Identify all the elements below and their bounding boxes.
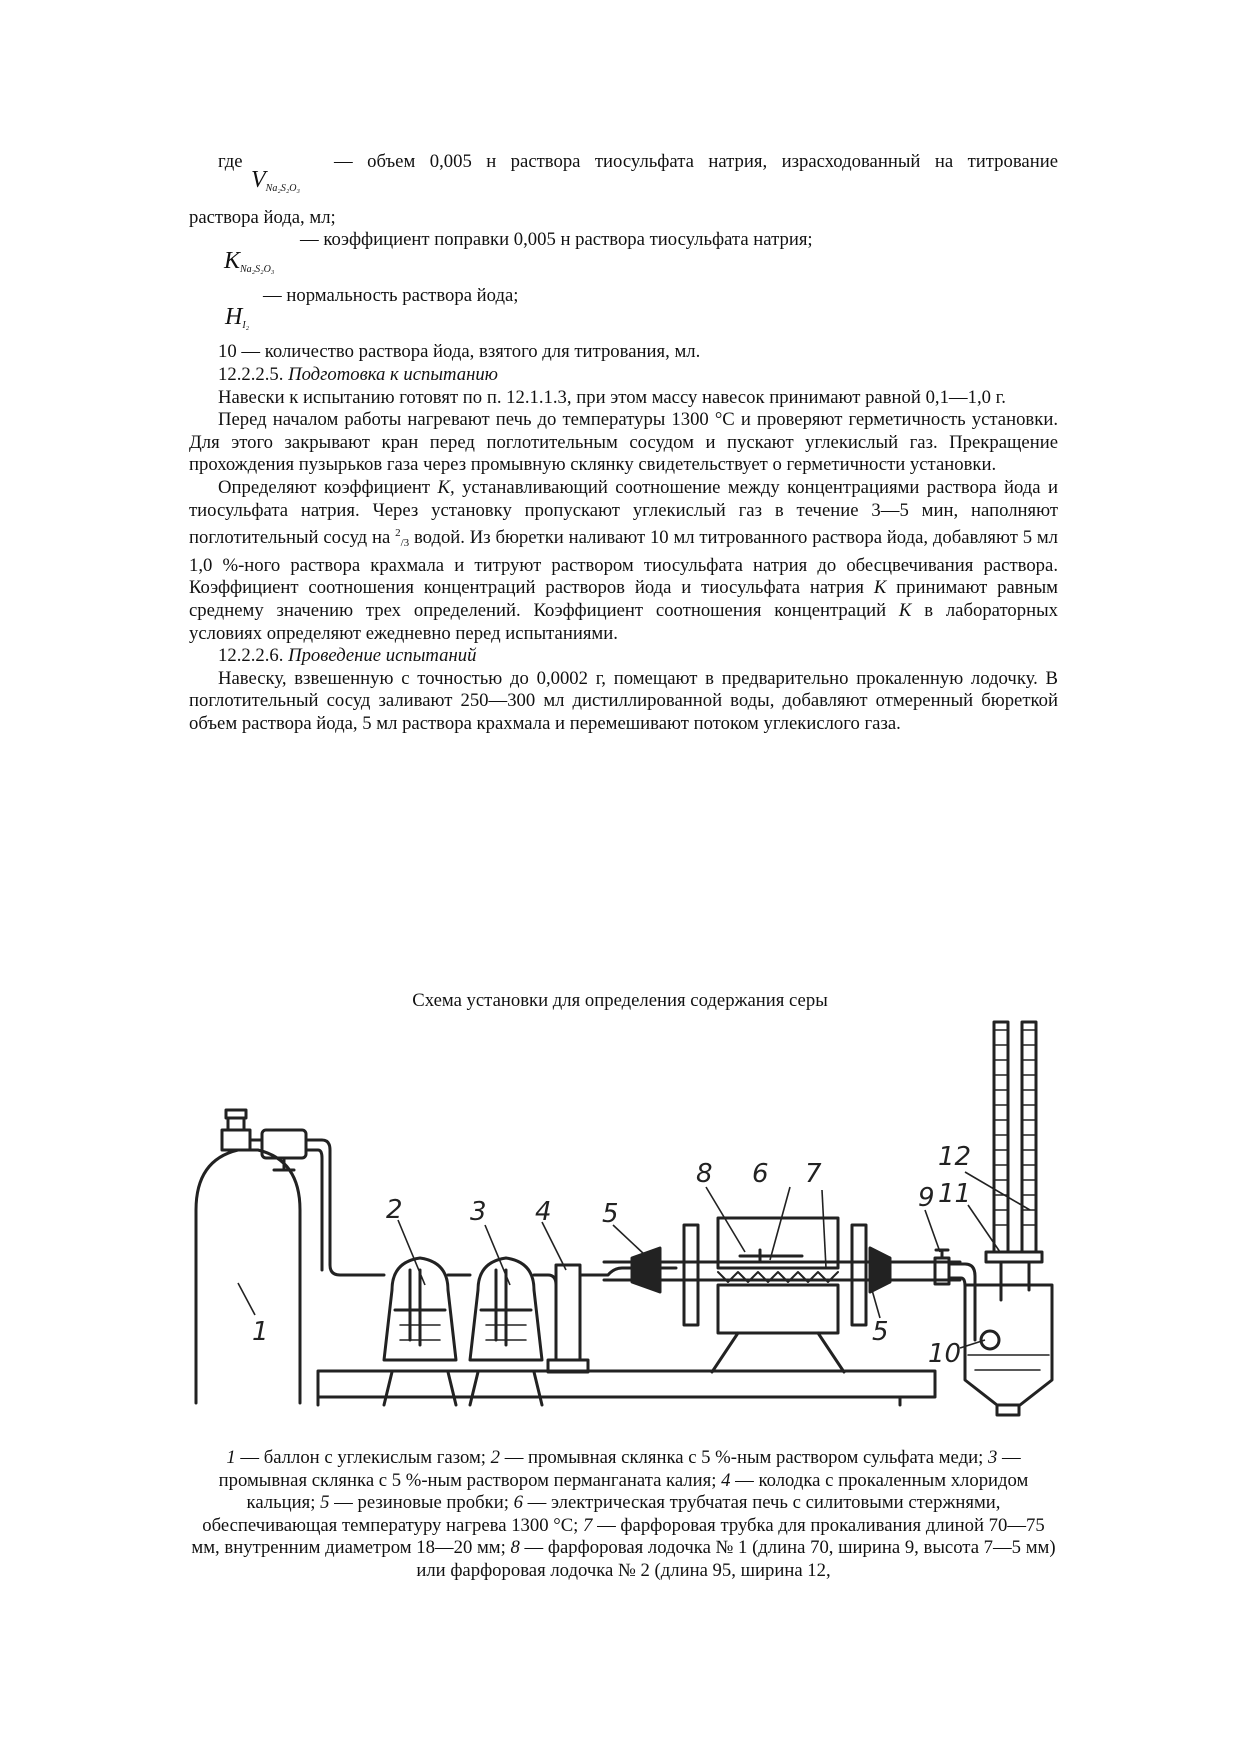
- legend-text: — промывная склянка с 5 %-ным раствором перманганата калия;: [218, 1447, 1021, 1491]
- figure-title: Схема установки для определения содержания серы: [412, 990, 828, 1011]
- legend-number: 5: [320, 1492, 330, 1514]
- section-heading-2: 12.2.2.6. Проведение испытаний: [218, 645, 477, 667]
- legend-number: 7: [583, 1514, 593, 1536]
- label-5a: 5: [602, 1199, 619, 1229]
- absorption-vessel: [965, 1285, 1052, 1405]
- legend-number: 8: [510, 1537, 520, 1559]
- definition-v-text: — объем 0,005 н раствора тиосульфата натрия, израсходованный на титрование: [334, 151, 1058, 172]
- label-1: 1: [252, 1317, 269, 1347]
- label-12: 12: [938, 1142, 972, 1172]
- legend-number: 2: [490, 1447, 501, 1468]
- legend-text: — резиновые пробки;: [329, 1492, 514, 1514]
- label-11: 11: [938, 1179, 972, 1209]
- legend-text: — промывная склянка с 5 %-ным раствором сульфата меди;: [500, 1447, 988, 1468]
- legend-number: 6: [513, 1492, 523, 1514]
- legend-number: 4: [721, 1469, 731, 1491]
- label-8: 8: [696, 1159, 713, 1189]
- label-10: 10: [928, 1339, 962, 1369]
- label-9: 9: [918, 1183, 935, 1213]
- symbol-k: $K_{Na_2S_2O_3}$: [224, 248, 275, 275]
- legend-text: — фарфоровая лодочка № 1 (длина 70, ширина 9, высота 7—5 мм) или фарфоровая лодочка № 2 (длина 95, ширина 12,: [416, 1537, 1056, 1581]
- definition-ten: 10 — количество раствора йода, взятого для титрования, мл.: [218, 341, 701, 362]
- legend-number: 3: [987, 1447, 998, 1468]
- legend-number: 1: [226, 1447, 236, 1468]
- furnace-bottom: [718, 1285, 838, 1333]
- furnace-top: [718, 1218, 838, 1268]
- burette-2: [1022, 1022, 1036, 1252]
- section-heading-1: 12.2.2.5. Подготовка к испытанию: [218, 364, 498, 385]
- legend-text: — баллон с углекислым газом;: [235, 1447, 491, 1468]
- legend-text: — колодка с прокаленным хлоридом кальция;: [246, 1469, 1029, 1514]
- label-4: 4: [535, 1197, 552, 1227]
- legend-text: — электрическая трубчатая печь с силитовыми стержнями, обеспечивающая температуру нагрева 1300 °С;: [202, 1492, 1001, 1536]
- burette-1: [994, 1022, 1008, 1252]
- label-2: 2: [386, 1195, 403, 1225]
- wash-bottle-2: [384, 1258, 456, 1360]
- definition-k-text: — коэффициент поправки 0,005 н раствора тиосульфата натрия;: [300, 229, 813, 250]
- paragraph: Навески к испытанию готовят по п. 12.1.1.3, при этом массу навесок принимают равной 0,1—1,0 г.: [218, 386, 1006, 408]
- paragraph: Навеску, взвешенную с точностью до 0,0002 г, помещают в предварительно прокаленную лодочку. В поглотительный сосуд заливают 250—300 мл дистиллированной воды, добавляют отмеренный бюреткой объем раствора йода, 5 мл раствора крахмала и перемешивают потоком углекислого газа.: [189, 667, 1058, 734]
- table-base: [318, 1371, 935, 1397]
- definition-h-text: — нормальность раствора йода;: [263, 285, 519, 306]
- main-text: [189, 364, 1058, 736]
- legend-text: — фарфоровая трубка для прокаливания длиной 70—75 мм, внутренним диаметром 18—20 мм;: [191, 1514, 1045, 1559]
- label-7: 7: [805, 1159, 822, 1189]
- gas-cylinder: [196, 1150, 300, 1403]
- wash-bottle-3: [470, 1258, 542, 1360]
- label-3: 3: [470, 1197, 487, 1227]
- gde-word: где: [218, 151, 243, 172]
- definition-v-cont: раствора йода, мл;: [189, 207, 336, 228]
- paragraph: Определяют коэффициент K, устанавливающий соотношение между концентрациями раствора йода и тиосульфата натрия. Через установку пропускают углекислый газ в течение 3—5 мин, наполняют поглотительный сосуд на $^2$/3 водой. Из бюретки наливают 10 мл титрованного раствора йода, добавляют 5 мл 1,0 %-ного раствора крахмала и титруют раствором тиосульфата натрия до обесцвечивания раствора. Коэффициент соотношения концентраций растворов йода и тиосульфата натрия K принимают равным среднему значению трех определений. Коэффициент соотношения концентраций K в лабораторных условиях определяют ежедневно перед испытаниями.: [189, 476, 1059, 644]
- paragraph: Перед началом работы нагревают печь до температуры 1300 °С и проверяют герметичность установки. Для этого закрывают кран перед поглотительным сосудом и пускают углекислый газ. Прекращение прохождения пузырьков газа через промывную склянку свидетельствует о герметичности установки.: [189, 409, 1058, 476]
- cacl2-column: [556, 1265, 580, 1360]
- symbol-h: $H_{I_2}$: [225, 304, 250, 331]
- symbol-v: $V_{Na_2S_2O_3}$: [251, 167, 300, 194]
- figure-legend: [189, 1447, 1058, 1583]
- label-5b: 5: [872, 1317, 889, 1347]
- label-6: 6: [752, 1159, 769, 1189]
